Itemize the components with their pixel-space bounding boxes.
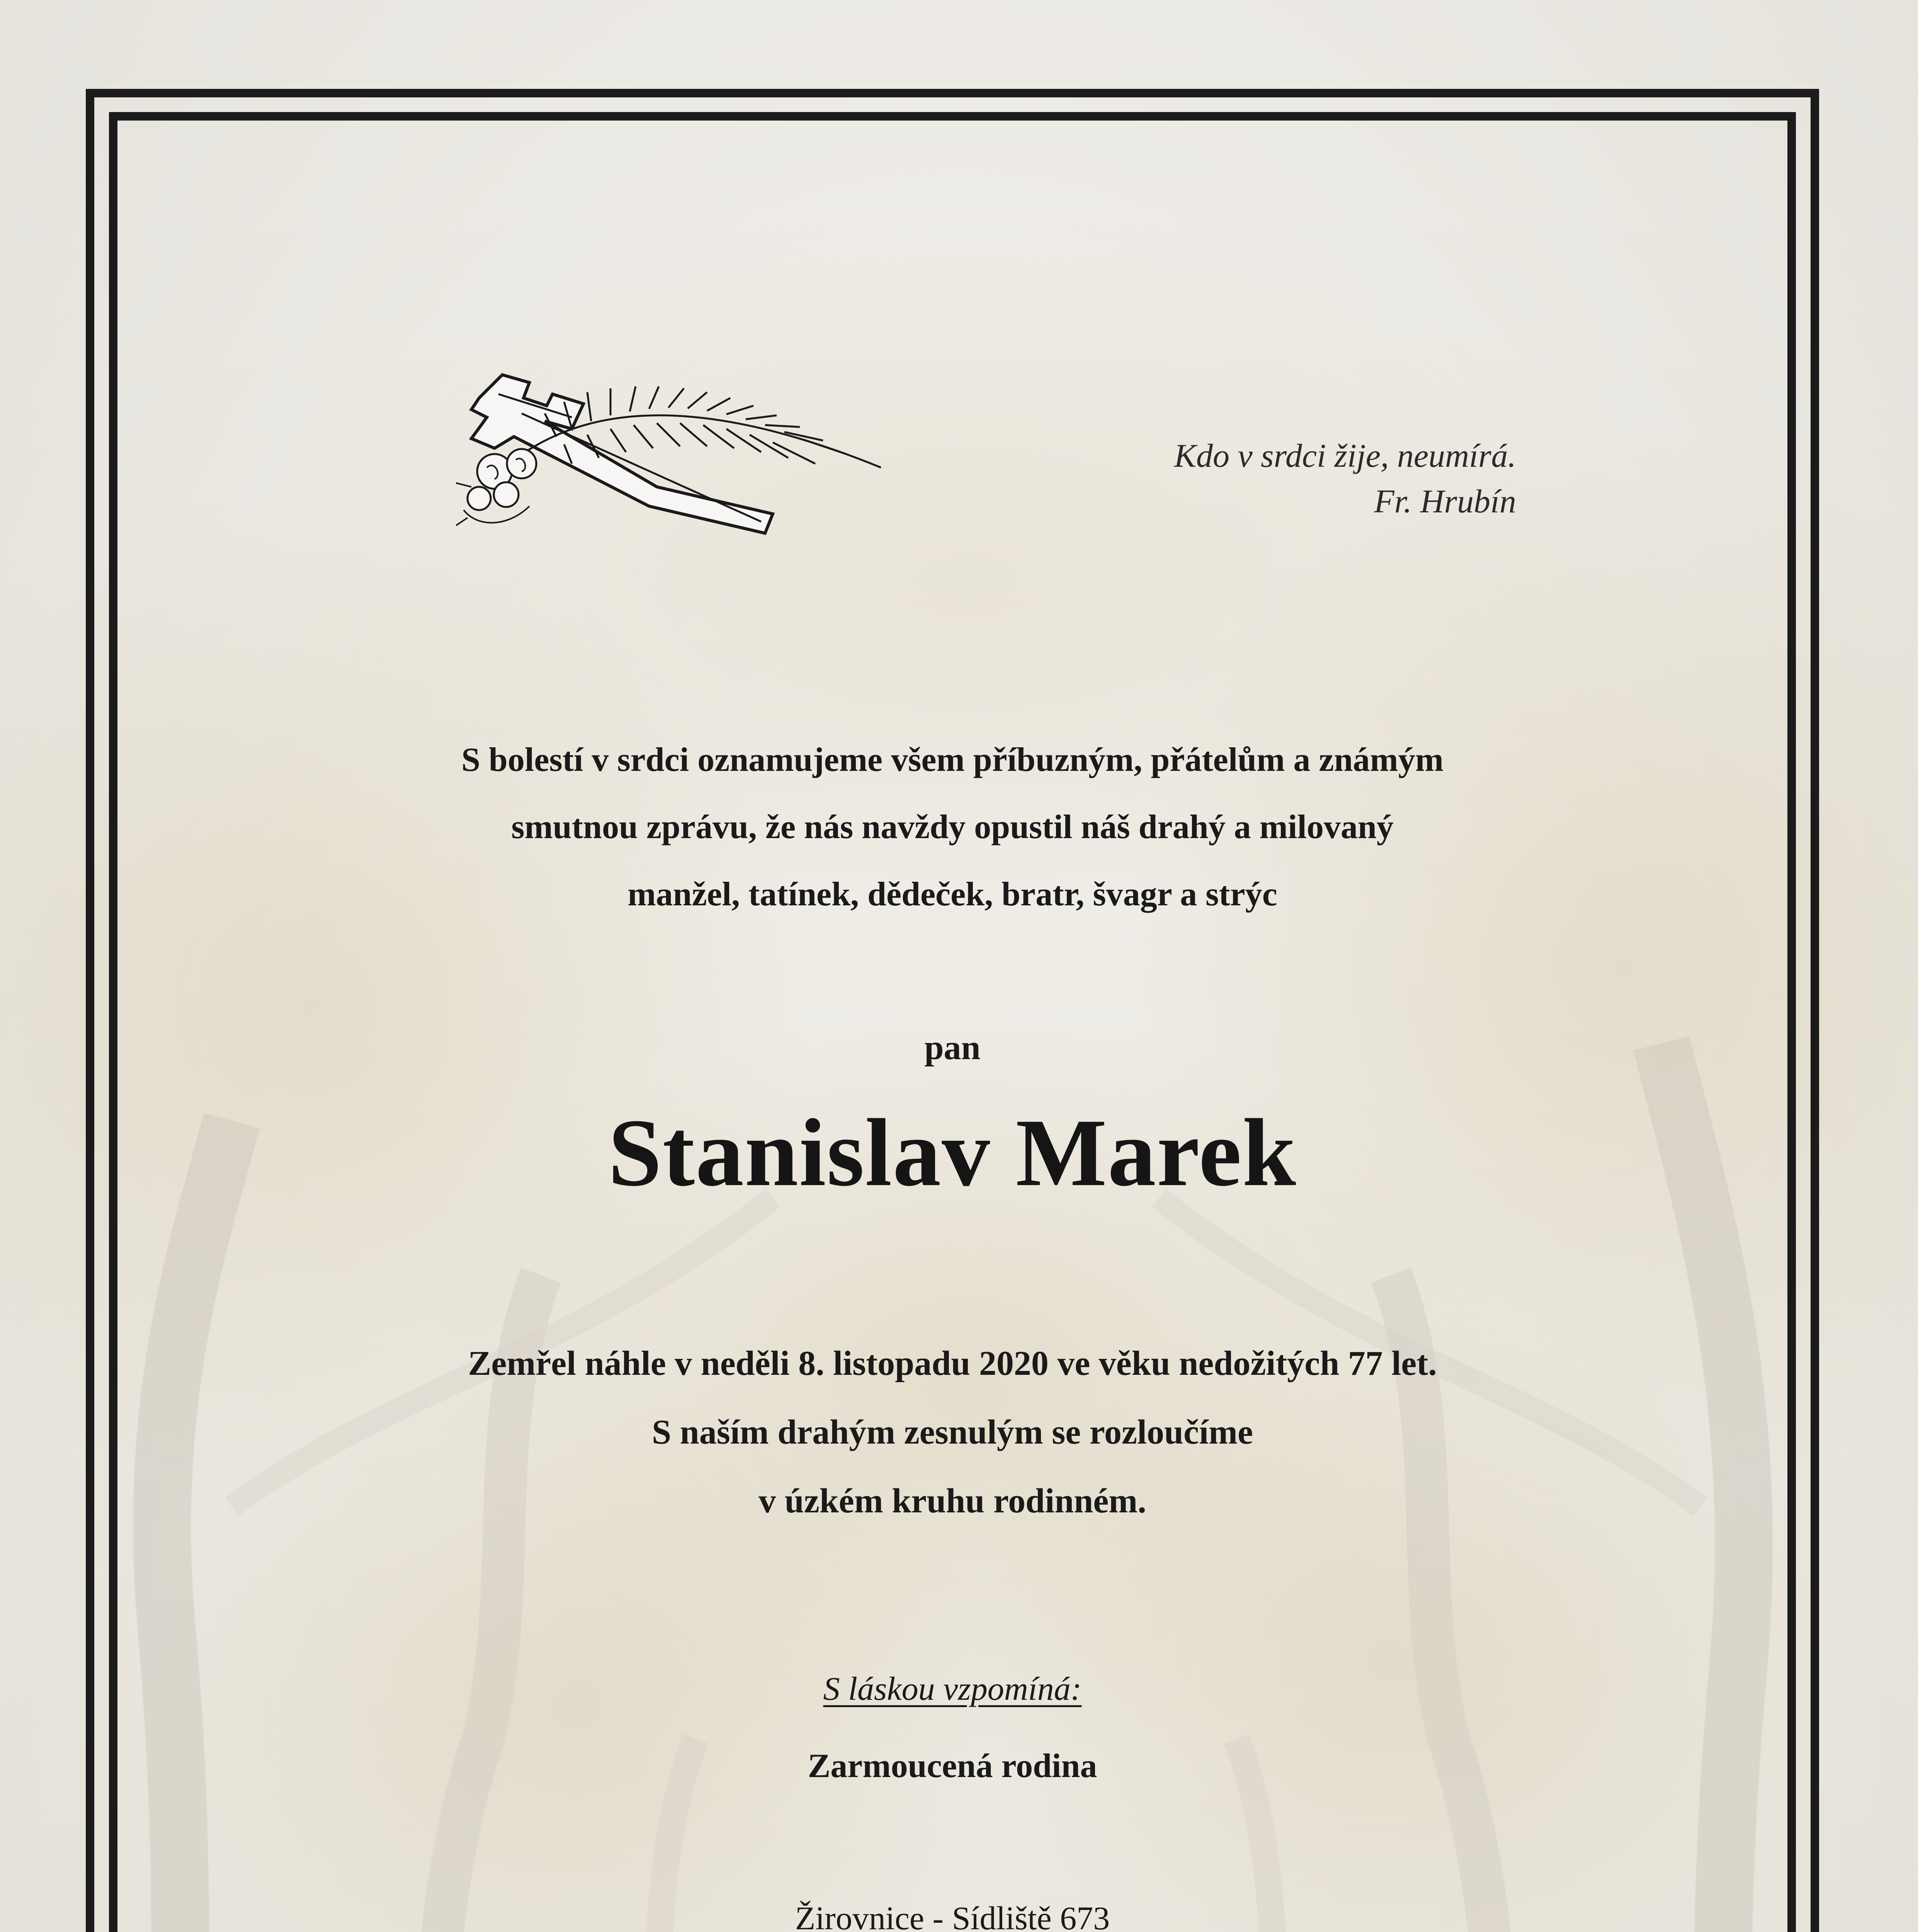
announcement <box>124 726 1780 928</box>
deceased-title: pan <box>924 1029 981 1067</box>
remembrance-label <box>124 1669 1780 1708</box>
death-info-line: S naším drahým zesnulým se rozloučíme <box>652 1413 1253 1451</box>
announcement-line: S bolestí v srdci oznamujeme všem příbuzným, přátelům a známým <box>461 741 1444 779</box>
remembrance-label-text: S láskou vzpomíná: <box>823 1670 1082 1707</box>
mourners: Zarmoucená rodina <box>808 1747 1097 1785</box>
cross-with-palm-icon <box>456 371 893 553</box>
deceased-name: Stanislav Marek <box>608 1099 1297 1206</box>
motto-author: Fr. Hrubín <box>1374 483 1516 520</box>
death-info <box>124 1329 1780 1536</box>
motto-quote <box>1174 433 1516 524</box>
place-address: Žirovnice - Sídliště 673 <box>795 1900 1110 1932</box>
place-and-date <box>124 1897 1780 1932</box>
motto-text: Kdo v srdci žije, neumírá. <box>1174 437 1516 474</box>
inner-frame-border <box>109 112 1796 1932</box>
death-info-line: Zemřel náhle v neděli 8. listopadu 2020 ve věku nedožitých 77 let. <box>468 1344 1437 1383</box>
announcement-line: manžel, tatínek, dědeček, bratr, švagr a strýc <box>627 876 1277 913</box>
announcement-line: smutnou zprávu, že nás navždy opustil náš drahý a milovaný <box>511 808 1394 846</box>
death-info-line: v úzkém kruhu rodinném. <box>758 1482 1146 1520</box>
